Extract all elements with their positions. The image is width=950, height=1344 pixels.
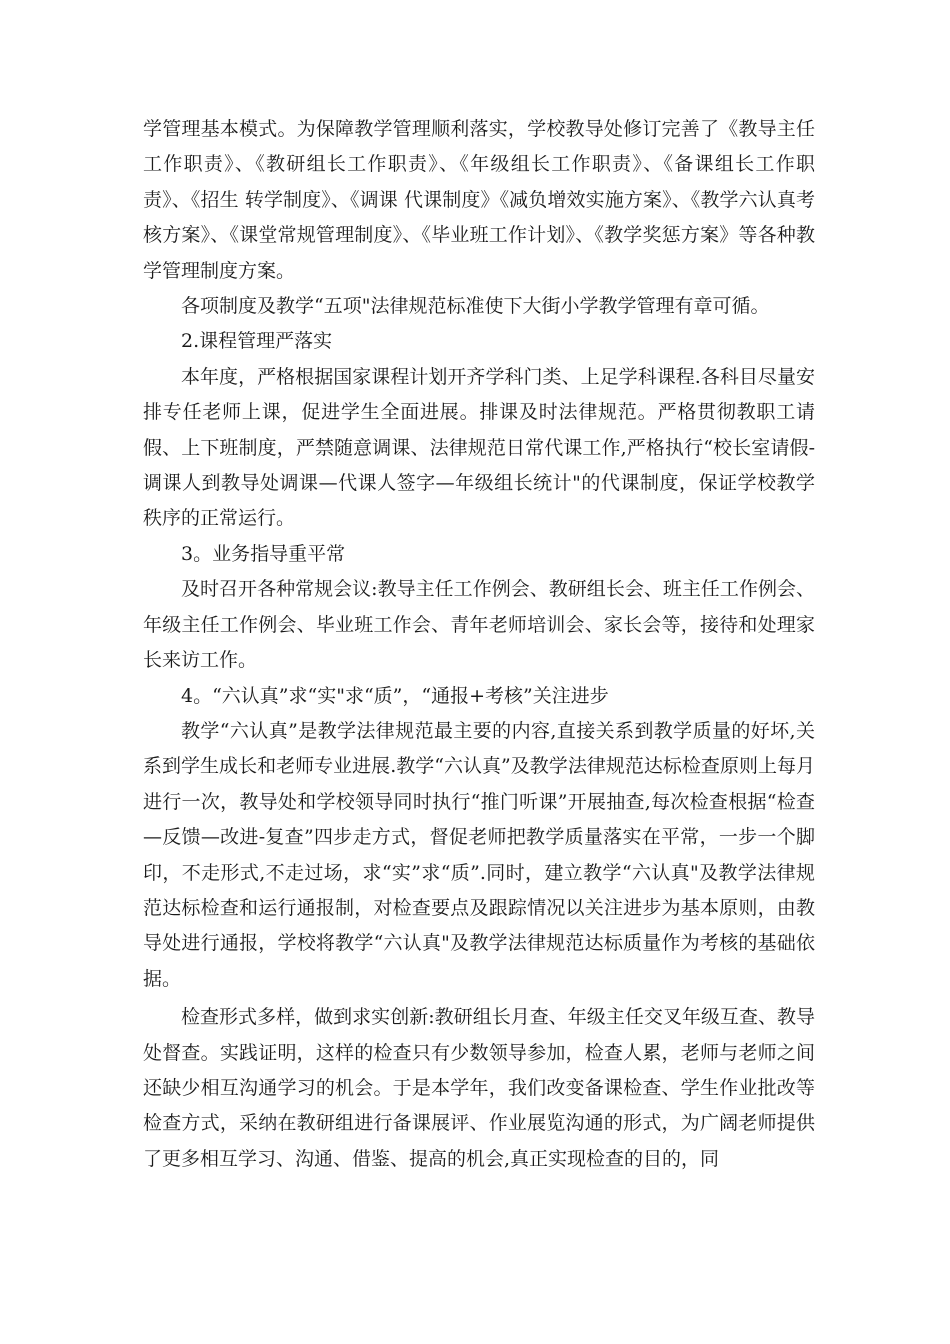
paragraph-six-earnest: 教学“六认真”是教学法律规范最主要的内容,直接关系到教学质量的好坏,关系到学生成长和老师专业进展.教学“六认真”及教学法律规范达标检查原则上每月进行一次，教导处和学校领导同时执行“推门听课”开展抽查,每次检查根据“检查—反馈—改进-复查”四步走方式，督促老师把教学质量落实在平常，一步一个脚印，不走形式,不走过场，求“实”求“质”.同时，建立教学“六认真"及教学法律规范达标检查和运行通报制，对检查要点及跟踪情况以关注进步为基本原则，由教导处进行通报，学校将教学“六认真"及教学法律规范达标质量作为考核的基础依据。 xyxy=(143,719,815,990)
document-body xyxy=(143,112,815,1177)
paragraph-inspection-forms: 检查形式多样，做到求实创新:教研组长月查、年级主任交叉年级互查、教导处督查。实践证明，这样的检查只有少数领导参加，检查人累，老师与老师之间还缺少相互沟通学习的机会。于是本学年，我们改变备课检查、学生作业批改等检查方式，采纳在教研组进行备课展评、作业展览沟通的形式，为广阔老师提供了更多相互学习、沟通、借鉴、提高的机会,真正实现检查的目的，同 xyxy=(143,1006,815,1170)
heading-curriculum-management: 2.课程管理严落实 xyxy=(181,330,333,353)
paragraph-curriculum: 本年度，严格根据国家课程计划开齐学科门类、上足学科课程.各科目尽量安排专任老师上课，促进学生全面进展。排课及时法律规范。严格贯彻教职工请假、上下班制度，严禁随意调课、法律规范日常代课工作,严格执行“校长室请假-调课人到教导处调课—代课人签字—年级组长统计"的代课制度，保证学校教学秩序的正常运行。 xyxy=(143,365,815,530)
paragraph-meetings: 及时召开各种常规会议:教导主任工作例会、教研组长会、班主任工作例会、年级主任工作例会、毕业班工作会、青年老师培训会、家长会等，接待和处理家长来访工作。 xyxy=(143,578,815,672)
paragraph-five-standards: 各项制度及教学“五项"法律规范标准使下大街小学教学管理有章可循。 xyxy=(181,295,770,318)
heading-six-earnest: 4。“六认真”求“实"求“质”，“通报+考核”关注进步 xyxy=(181,684,609,707)
heading-business-guidance: 3。业务指导重平常 xyxy=(181,542,346,565)
paragraph-regulations: 学管理基本模式。为保障教学管理顺利落实，学校教导处修订完善了《教导主任工作职责》、《教研组长工作职责》、《年级组长工作职责》、《备课组长工作职责》、《招生 转学制度》、《调课 代课制度》《减负增效实施方案》、《教学六认真考核方案》、《课堂常规管理制度》、《毕业班工作计划》、《教学奖惩方案》等各种教学管理制度方案。 xyxy=(143,118,815,282)
